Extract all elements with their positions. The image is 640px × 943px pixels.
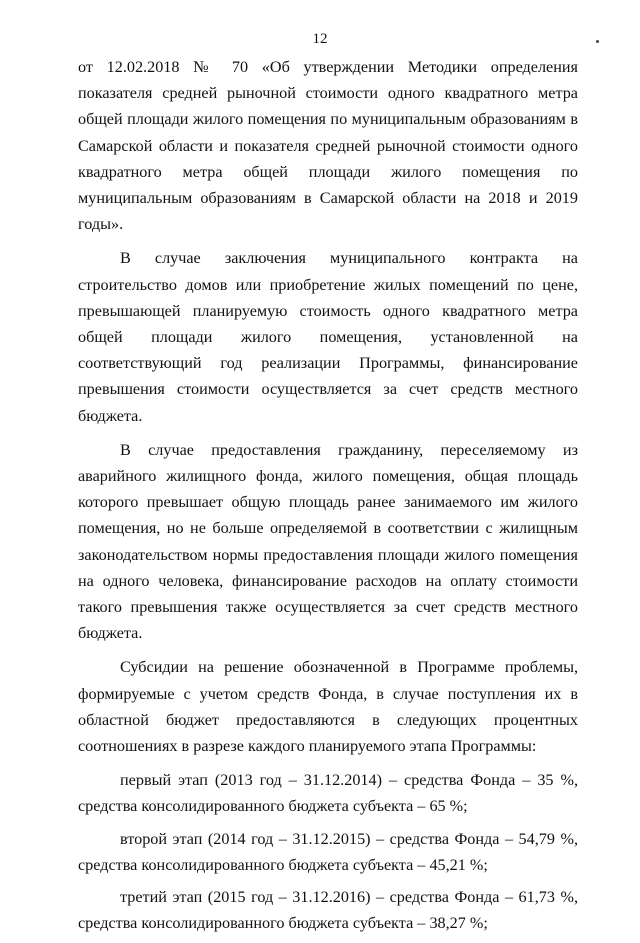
stage-three-item: третий этап (2015 год – 31.12.2016) – средства Фонда – 61,73 %, средства консолидированного бюджета субъекта – 38,27 %; — [78, 888, 578, 933]
page-number: 12 — [312, 31, 328, 47]
stage-two-item: второй этап (2014 год – 31.12.2015) – средства Фонда – 54,79 %, средства консолидированного бюджета субъекта – 45,21 %; — [78, 829, 578, 874]
scan-speck — [596, 40, 599, 43]
paragraph-continuation: от 12.02.2018 № 70 «Об утверждении Методики определения показателя средней рыночной стоимости одного квадратного метра общей площади жилого помещения по муниципальным образованиям в Самарской области и показателя средней рыночной стоимости одного квадратного метра общей площади жилого помещения по муниципальным образованиям в Самарской области на 2018 и 2019 годы». — [78, 58, 578, 234]
paragraph-subsidies: Субсидии на решение обозначенной в Программе проблемы, формируемые с учетом средств Фонда, в случае поступления их в областной бюджет предоставляются в следующих процентных соотношениях в разрезе каждого планируемого этапа Программы: — [78, 658, 578, 756]
paragraph-contract-excess: В случае заключения муниципального контракта на строительство домов или приобретение жилых помещений по цене, превышающей планируемую стоимость одного квадратного метра общей площади жилого помещения, установленной на соответствующий год реализации Программы, финансирование превышения стоимости осуществляется за счет средств местного бюджета. — [78, 249, 578, 425]
stage-one-item: первый этап (2013 год – 31.12.2014) – средства Фонда – 35 %, средства консолидированного бюджета субъекта – 65 %; — [78, 771, 578, 816]
paragraph-area-excess: В случае предоставления гражданину, переселяемому из аварийного жилищного фонда, жилого помещения, общая площадь которого превышает общую площадь ранее занимаемого им жилого помещения, но не больше определяемой в соответствии с жилищным законодательством нормы предоставления площади жилого помещения на одного человека, финансирование расходов на оплату стоимости такого превышения также осуществляется за счет средств местного бюджета. — [78, 440, 578, 643]
document-body — [78, 54, 578, 943]
